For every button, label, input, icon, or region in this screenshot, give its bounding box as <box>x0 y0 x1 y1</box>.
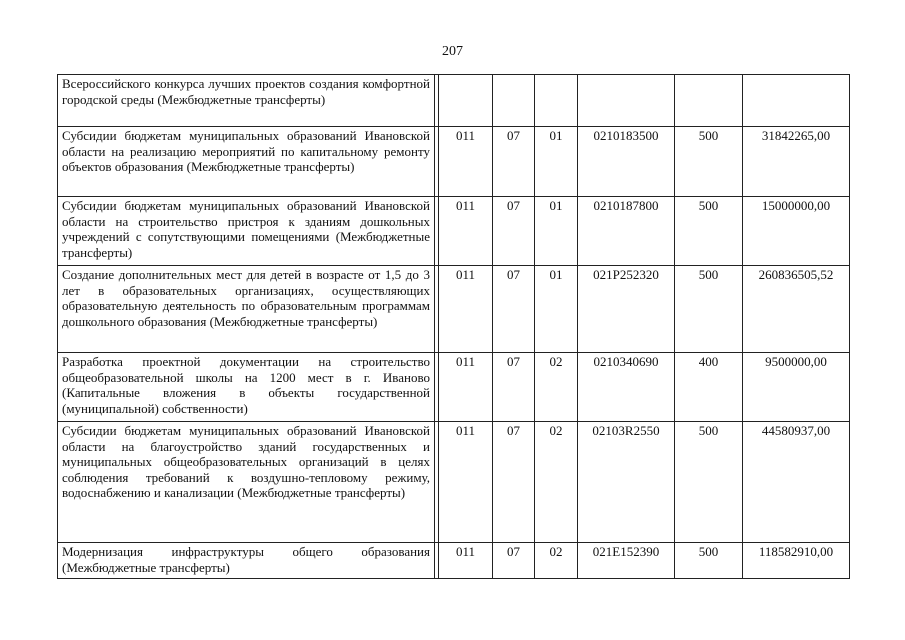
ministry-code-cell: 011 <box>439 266 493 353</box>
table-row <box>58 127 850 197</box>
table-row <box>58 543 850 579</box>
target-article-cell <box>578 75 675 127</box>
description-cell: Всероссийского конкурса лучших проектов создания комфортной городской среды (Межбюджетные трансферты) <box>58 75 435 127</box>
section-code-cell: 07 <box>493 127 535 197</box>
amount-cell <box>743 75 850 127</box>
ministry-code-cell: 011 <box>439 353 493 422</box>
description-cell: Субсидии бюджетам муниципальных образований Ивановской области на реализацию мероприятий по капитальному ремонту объектов образования (Межбюджетные трансферты) <box>58 127 435 197</box>
expense-type-cell: 500 <box>675 266 743 353</box>
target-article-cell: 021P252320 <box>578 266 675 353</box>
expense-type-cell: 500 <box>675 197 743 266</box>
table-row <box>58 75 850 127</box>
subsection-code-cell: 01 <box>535 266 578 353</box>
section-code-cell <box>493 75 535 127</box>
amount-cell: 118582910,00 <box>743 543 850 579</box>
section-code-cell: 07 <box>493 543 535 579</box>
section-code-cell: 07 <box>493 197 535 266</box>
target-article-cell: 0210340690 <box>578 353 675 422</box>
table-row <box>58 266 850 353</box>
budget-table <box>57 74 850 579</box>
table-row <box>58 353 850 422</box>
amount-cell: 15000000,00 <box>743 197 850 266</box>
subsection-code-cell: 02 <box>535 422 578 543</box>
description-cell: Модернизация инфраструктуры общего образования (Межбюджетные трансферты) <box>58 543 435 579</box>
section-code-cell: 07 <box>493 422 535 543</box>
expense-type-cell: 500 <box>675 543 743 579</box>
subsection-code-cell: 02 <box>535 543 578 579</box>
target-article-cell: 0210187800 <box>578 197 675 266</box>
amount-cell: 31842265,00 <box>743 127 850 197</box>
ministry-code-cell: 011 <box>439 127 493 197</box>
ministry-code-cell: 011 <box>439 422 493 543</box>
description-cell: Разработка проектной документации на строительство общеобразовательной школы на 1200 мест в г. Иваново (Капитальные вложения в объекты государственной (муниципальной) собственности) <box>58 353 435 422</box>
section-code-cell: 07 <box>493 266 535 353</box>
target-article-cell: 021E152390 <box>578 543 675 579</box>
target-article-cell: 02103R2550 <box>578 422 675 543</box>
description-cell: Субсидии бюджетам муниципальных образований Ивановской области на строительство пристроя к зданиям дошкольных учреждений с сопутствующими помещениями (Межбюджетные трансферты) <box>58 197 435 266</box>
ministry-code-cell: 011 <box>439 197 493 266</box>
expense-type-cell: 500 <box>675 127 743 197</box>
description-cell: Создание дополнительных мест для детей в возрасте от 1,5 до 3 лет в образовательных организациях, осуществляющих образовательную деятельность по образовательным программам дошкольного образования (Межбюджетные трансферты) <box>58 266 435 353</box>
section-code-cell: 07 <box>493 353 535 422</box>
table-row <box>58 422 850 543</box>
ministry-code-cell <box>439 75 493 127</box>
expense-type-cell: 400 <box>675 353 743 422</box>
expense-type-cell <box>675 75 743 127</box>
subsection-code-cell: 01 <box>535 127 578 197</box>
table-body <box>58 75 850 579</box>
amount-cell: 9500000,00 <box>743 353 850 422</box>
table-row <box>58 197 850 266</box>
amount-cell: 44580937,00 <box>743 422 850 543</box>
subsection-code-cell: 01 <box>535 197 578 266</box>
subsection-code-cell: 02 <box>535 353 578 422</box>
amount-cell: 260836505,52 <box>743 266 850 353</box>
subsection-code-cell <box>535 75 578 127</box>
expense-type-cell: 500 <box>675 422 743 543</box>
target-article-cell: 0210183500 <box>578 127 675 197</box>
description-cell: Субсидии бюджетам муниципальных образований Ивановской области на благоустройство зданий государственных и муниципальных общеобразовательных организаций в целях соблюдения требований к воздушно-тепловому режиму, водоснабжению и канализации (Межбюджетные трансферты) <box>58 422 435 543</box>
page-number: 207 <box>442 44 463 59</box>
ministry-code-cell: 011 <box>439 543 493 579</box>
